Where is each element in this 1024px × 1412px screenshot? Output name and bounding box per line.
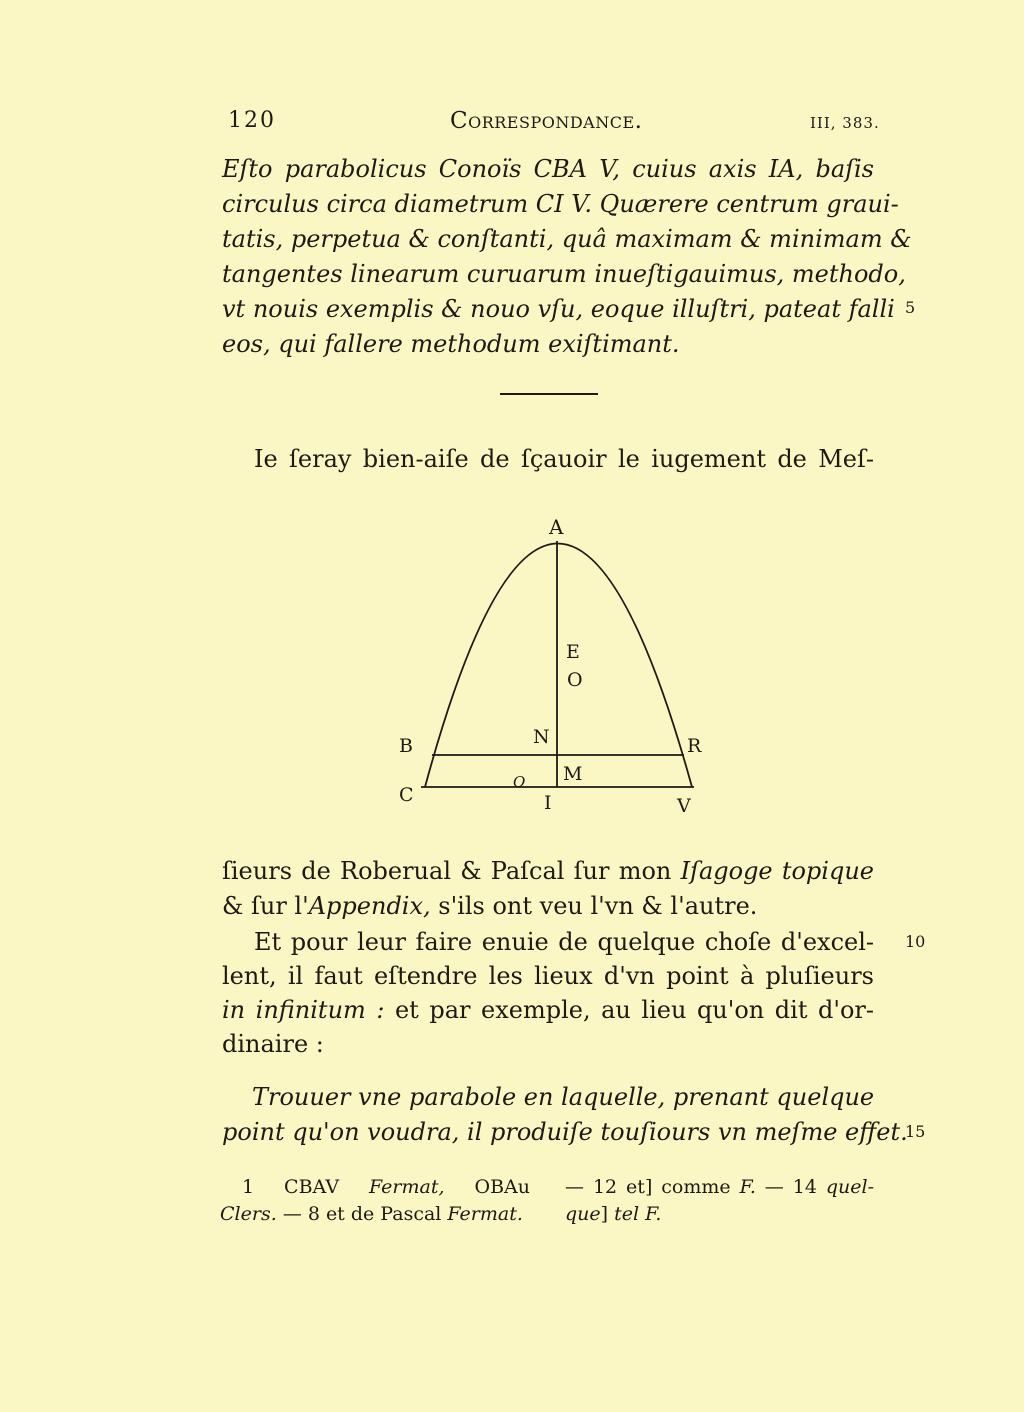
- label-r: R: [687, 735, 702, 757]
- french-line-5: lent, il faut eſtendre les lieux d'vn point à pluſieurs: [222, 962, 874, 990]
- label-o-lower: O: [513, 773, 526, 791]
- french-line-6: in infinitum : et par exemple, au lieu qu'on dit d'or-: [222, 996, 875, 1024]
- margin-line-number-10: 10: [905, 932, 926, 951]
- label-b: B: [399, 735, 413, 757]
- final-line-2: point qu'on voudra, il produiſe touſiours vn meſme effet.: [222, 1118, 908, 1146]
- label-e: E: [566, 641, 580, 663]
- label-m: M: [563, 763, 583, 785]
- french-line-3: & ſur l'Appendix, s'ils ont veu l'vn & l'autre.: [222, 892, 758, 920]
- latin-line-6: eos, qui fallere methodum exiſtimant.: [222, 330, 680, 358]
- french-line-7: dinaire :: [222, 1030, 324, 1058]
- french-line-1: Ie ſeray bien-aiſe de ſçauoir le iugement de Meſ-: [254, 445, 874, 473]
- final-line-1: Trouuer vne parabole en laquelle, prenant quelque: [252, 1083, 875, 1111]
- latin-line-1: Eſto parabolicus Conoïs CBA V, cuius axis IA, baſis: [222, 155, 874, 183]
- latin-line-3: tatis, perpetua & conſtanti, quâ maximam & minimam &: [222, 225, 912, 253]
- margin-line-number-15: 15: [905, 1122, 926, 1141]
- footnote-left-1: 1 CBAV Fermat, OBAu: [242, 1176, 530, 1198]
- running-title: Correspondance.: [450, 108, 643, 134]
- label-o-upper: O: [567, 669, 583, 691]
- french-line-4: Et pour leur faire enuie de quelque choſe d'excel-: [254, 928, 874, 956]
- label-v: V: [677, 795, 691, 817]
- latin-line-2: circulus circa diametrum CI V. Quærere centrum graui-: [222, 190, 899, 218]
- parabola-curve: [425, 544, 692, 788]
- footnote-left-2: Clers. — 8 et de Pascal Fermat.: [220, 1203, 523, 1225]
- label-a: A: [549, 515, 564, 539]
- label-i: I: [544, 792, 552, 814]
- label-n: N: [533, 726, 550, 748]
- volume-reference: III, 383.: [810, 114, 880, 132]
- french-line-2: ſieurs de Roberual & Paſcal ſur mon Iſagoge topique: [222, 857, 874, 885]
- page-number: 120: [228, 108, 276, 133]
- footnote-right-2: que] tel F.: [565, 1203, 662, 1225]
- label-c: C: [399, 784, 414, 806]
- latin-line-5: vt nouis exemplis & nouo vſu, eoque illuſtri, pateat falli: [222, 295, 895, 323]
- margin-line-number-5: 5: [905, 298, 916, 317]
- footnote-right-1: — 12 et] comme F. — 14 quel-: [565, 1176, 875, 1198]
- latin-line-4: tangentes linearum curuarum inueſtigauimus, methodo,: [222, 260, 906, 288]
